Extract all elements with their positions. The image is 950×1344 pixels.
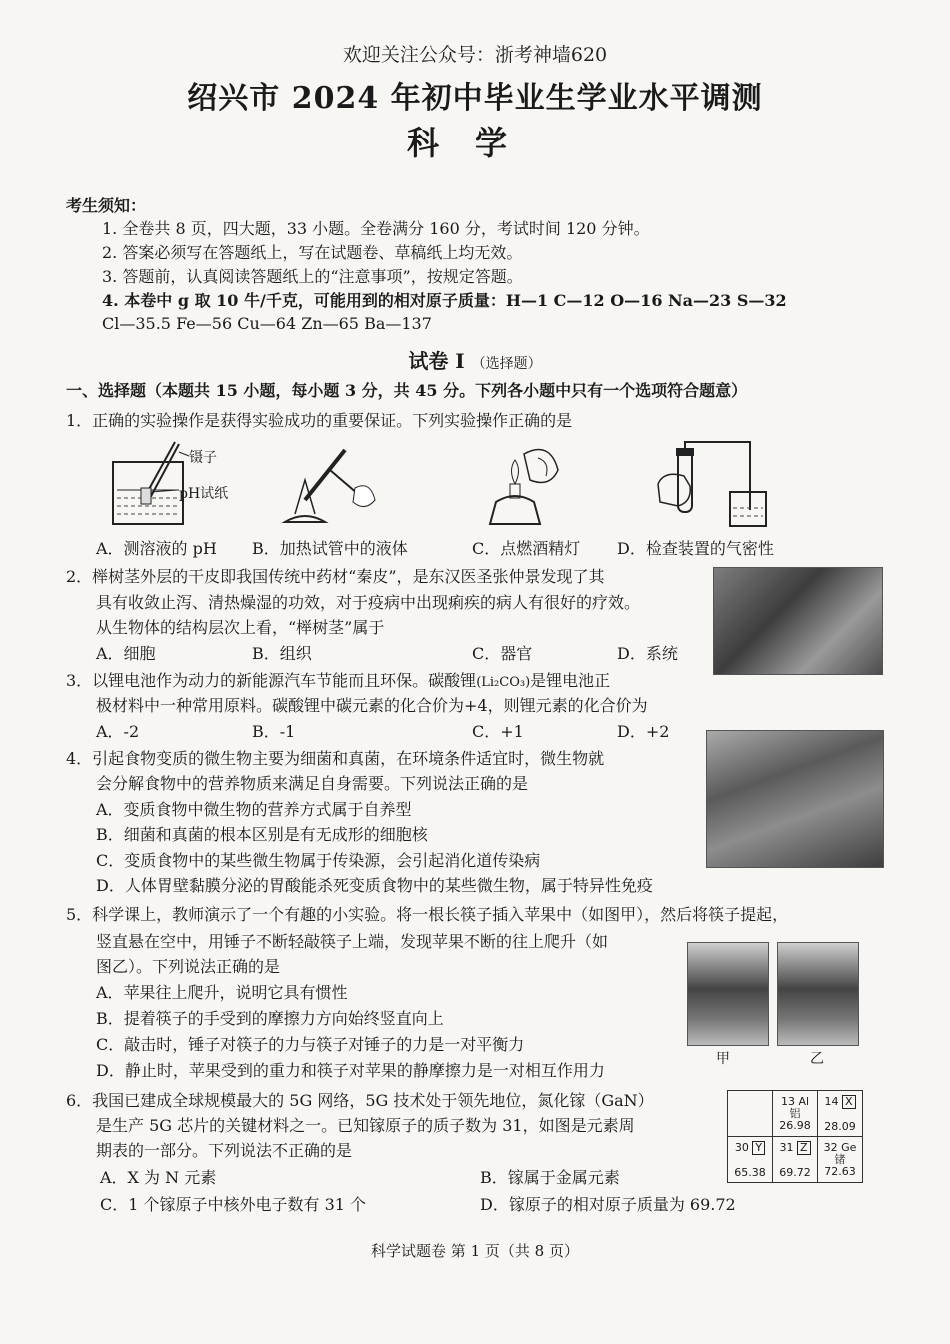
ge-mass: 72.63 bbox=[824, 1164, 856, 1178]
spoiled-food-photo bbox=[706, 730, 884, 868]
element-y bbox=[728, 1137, 773, 1183]
question-3-line: 极材料中一种常用原料。碳酸锂中碳元素的化合价为+4，则锂元素的化合价为 bbox=[96, 696, 648, 715]
q3-formula: (Li₂CO₃) bbox=[476, 675, 531, 690]
alcohol-lamp-figure bbox=[480, 440, 570, 532]
q4-option-a: A．变质食物中微生物的营养方式属于自养型 bbox=[96, 800, 412, 819]
element-al bbox=[773, 1091, 818, 1137]
q4-option-d: D．人体胃壁黏膜分泌的胃酸能杀死变质食物中的某些微生物，属于特异性免疫 bbox=[96, 876, 653, 895]
tree-bark-photo bbox=[713, 567, 883, 675]
x-number: 14 bbox=[824, 1094, 839, 1108]
al-mass: 26.98 bbox=[779, 1118, 811, 1132]
fig-label-jia: 甲 bbox=[716, 1051, 730, 1067]
fig-label-yi: 乙 bbox=[810, 1051, 824, 1067]
section-name: 试卷 I bbox=[408, 349, 465, 373]
notice-item: 1. 全卷共 8 页，四大题，33 小题。全卷满分 160 分，考试时间 120 分钟。 bbox=[102, 219, 650, 238]
x-mass: 28.09 bbox=[824, 1119, 856, 1133]
question-6-line: 期表的一部分。下列说法不正确的是 bbox=[96, 1141, 353, 1160]
q3-option-a: A．-2 bbox=[96, 722, 140, 741]
question-5-line: 竖直悬在空中，用锤子不断轻敲筷子上端，发现苹果不断的往上爬升（如 bbox=[96, 932, 609, 951]
section-title bbox=[0, 350, 950, 375]
q2-option-b: B．组织 bbox=[252, 644, 312, 663]
subject-title: 科学 bbox=[406, 124, 543, 162]
empty-cell bbox=[728, 1091, 773, 1137]
y-mass: 65.38 bbox=[734, 1165, 766, 1179]
ph-paper-label: pH试纸 bbox=[179, 486, 229, 502]
page-title: 绍兴市 2024 年初中毕业生学业水平调测 bbox=[187, 81, 763, 116]
question-6-line: 是生产 5G 芯片的关键材料之一。已知镓原子的质子数为 31，如图是元素周 bbox=[96, 1116, 635, 1135]
question-4-line: 会分解食物中的营养物质来满足自身需要。下列说法正确的是 bbox=[96, 774, 529, 793]
q4-option-c: C．变质食物中的某些微生物属于传染源，会引起消化道传染病 bbox=[96, 851, 541, 870]
question-5-line: 图乙）。下列说法正确的是 bbox=[96, 957, 281, 976]
q4-option-b: B．细菌和真菌的根本区别是有无成形的细胞核 bbox=[96, 825, 428, 844]
page-footer: 科学试题卷 第 1 页（共 8 页） bbox=[371, 1242, 579, 1260]
question-6-line: 6．我国已建成全球规模最大的 5G 网络，5G 技术处于领先地位，氮化镓（GaN） bbox=[66, 1091, 654, 1110]
q6-option-a: A．X 为 N 元素 bbox=[100, 1168, 217, 1187]
ge-name: 锗 bbox=[834, 1152, 846, 1166]
demo-photo-yi bbox=[777, 942, 859, 1046]
q5-option-a: A．苹果往上爬升，说明它具有惯性 bbox=[96, 983, 348, 1002]
q5-option-c: C．敲击时，锤子对筷子的力与筷子对锤子的力是一对平衡力 bbox=[96, 1035, 525, 1054]
q6-option-c: C．1 个镓原子中核外电子数有 31 个 bbox=[100, 1195, 367, 1214]
q6-option-b: B．镓属于金属元素 bbox=[480, 1168, 620, 1187]
q2-option-a: A．细胞 bbox=[96, 644, 156, 663]
tweezers-label: 镊子 bbox=[189, 450, 217, 466]
q3-option-c: C．+1 bbox=[472, 722, 524, 741]
element-x bbox=[818, 1091, 863, 1137]
al-name: 铝 bbox=[789, 1106, 801, 1120]
question-2-line: 具有收敛止泻、清热燥湿的功效，对于疫病中出现痢疾的病人有很好的疗效。 bbox=[96, 593, 641, 612]
heating-tube-figure bbox=[275, 440, 385, 532]
q1-option-d: D．检查装置的气密性 bbox=[617, 539, 774, 558]
question-4-line: 4．引起食物变质的微生物主要为细菌和真菌，在环境条件适宜时，微生物就 bbox=[66, 749, 605, 768]
q2-option-c: C．器官 bbox=[472, 644, 533, 663]
notice-item: 4. 本卷中 g 取 10 牛/千克，可能用到的相对原子质量：H—1 C—12 O—16 Na—23 S—32 bbox=[102, 291, 787, 310]
page-header: 欢迎关注公众号：浙考神墙620 bbox=[342, 44, 608, 66]
notice-heading: 考生须知： bbox=[66, 196, 147, 215]
q1-option-c: C．点燃酒精灯 bbox=[472, 539, 581, 558]
q5-option-d: D．静止时，苹果受到的重力和筷子对苹果的静摩擦力是一对相互作用力 bbox=[96, 1061, 605, 1080]
question-5-line: 5．科学课上，教师演示了一个有趣的小实验。将一根长筷子插入苹果中（如图甲），然后将筷子提起， bbox=[66, 905, 789, 924]
al-number-symbol: 13 Al bbox=[780, 1094, 810, 1108]
q2-option-d: D．系统 bbox=[617, 644, 678, 663]
x-symbol: X bbox=[842, 1095, 856, 1109]
element-z bbox=[773, 1137, 818, 1183]
z-symbol: Z bbox=[797, 1141, 811, 1155]
airtightness-figure bbox=[650, 440, 770, 532]
demo-photo-jia bbox=[687, 942, 769, 1046]
notice-item: 2. 答案必须写在答题纸上，写在试题卷、草稿纸上均无效。 bbox=[102, 243, 523, 262]
question-3-line bbox=[66, 670, 610, 694]
q6-option-d: D．镓原子的相对原子质量为 69.72 bbox=[480, 1195, 736, 1214]
question-1-stem: 1．正确的实验操作是获得实验成功的重要保证。下列实验操作正确的是 bbox=[66, 411, 573, 430]
question-2-line: 从生物体的结构层次上看，“榉树茎”属于 bbox=[96, 618, 385, 637]
q3-text-b: 是锂电池正 bbox=[530, 671, 611, 690]
q3-text-a: 3．以锂电池作为动力的新能源汽车节能而且环保。碳酸锂 bbox=[66, 671, 477, 690]
notice-item: 3. 答题前，认真阅读答题纸上的“注意事项”，按规定答题。 bbox=[102, 267, 523, 286]
q3-option-b: B．-1 bbox=[252, 722, 296, 741]
part-heading: 一、选择题（本题共 15 小题，每小题 3 分，共 45 分。下列各小题中只有一个选项符合题意） bbox=[66, 381, 748, 400]
z-mass: 69.72 bbox=[779, 1165, 811, 1179]
periodic-table-fragment bbox=[727, 1090, 863, 1183]
q3-option-d: D．+2 bbox=[617, 722, 670, 741]
section-subtitle: （选择题） bbox=[471, 356, 542, 372]
z-number: 31 bbox=[779, 1140, 794, 1154]
y-symbol: Y bbox=[752, 1141, 765, 1155]
q5-option-b: B．提着筷子的手受到的摩擦力方向始终竖直向上 bbox=[96, 1009, 444, 1028]
q1-option-b: B．加热试管中的液体 bbox=[252, 539, 408, 558]
notice-item: Cl—35.5 Fe—56 Cu—64 Zn—65 Ba—137 bbox=[102, 314, 432, 333]
q1-option-a: A．测溶液的 pH bbox=[96, 539, 217, 558]
y-number: 30 bbox=[734, 1140, 749, 1154]
element-ge bbox=[818, 1137, 863, 1183]
ge-number-symbol: 32 Ge bbox=[823, 1140, 857, 1154]
question-2-line: 2．榉树茎外层的干皮即我国传统中药材“秦皮”，是东汉医圣张仲景发现了其 bbox=[66, 567, 605, 586]
